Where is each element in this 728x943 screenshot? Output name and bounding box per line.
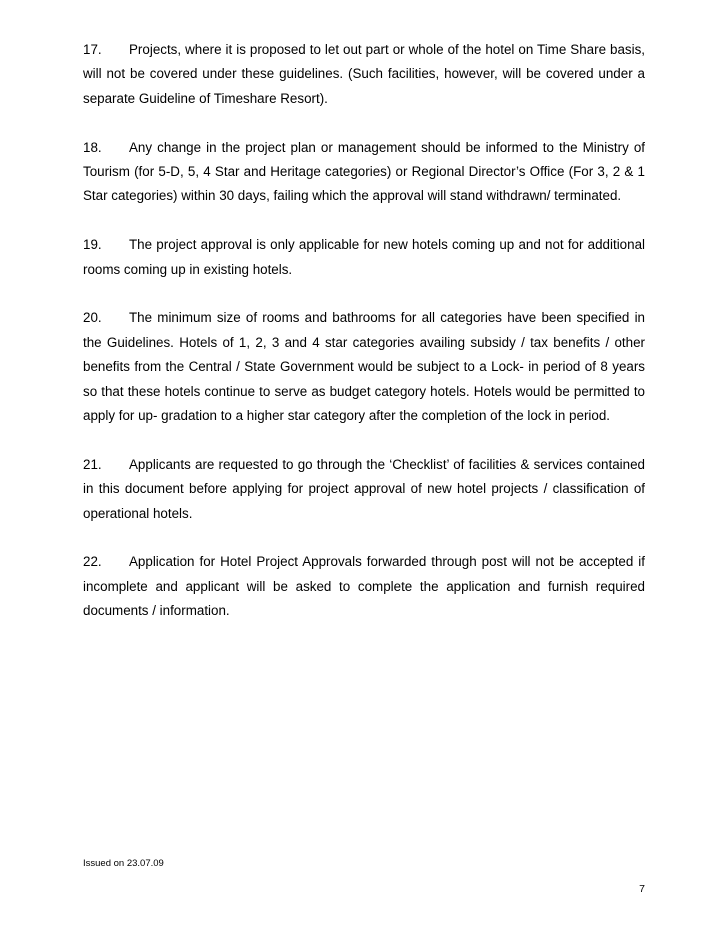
paragraph-number: 17.	[83, 42, 102, 57]
paragraph-number: 21.	[83, 456, 102, 472]
paragraph-20	[83, 306, 645, 428]
paragraph-text: The minimum size of rooms and bathrooms for all categories have been specified in the Guidelines. Hotels of 1, 2, 3 and 4 star categories availing subsidy / tax benefits / other benefits from the Central / State Government would be subject to a Lock- in period of 8 years so that these hotels continue to serve as budget category hotels. Hotels would be permitted to apply for up- gradation to a higher star category after the completion of the lock in period.	[83, 310, 645, 424]
paragraph-21	[83, 453, 645, 526]
paragraph-number: 18.	[83, 139, 102, 155]
paragraph-text: Application for Hotel Project Approvals forwarded through post will not be accepted if incomplete and applicant will be asked to complete the application and furnish required documents / information.	[83, 554, 645, 619]
page-number: 7	[639, 883, 645, 895]
paragraph-number: 20.	[83, 310, 102, 326]
paragraph-number: 22.	[83, 554, 102, 570]
paragraph-text: Projects, where it is proposed to let out part or whole of the hotel on Time Share basis, will not be covered under these guidelines. (Such facilities, however, will be covered under a separate Guideline of Timeshare Resort).	[83, 42, 645, 106]
document-body	[83, 38, 645, 648]
footer-issued-date: Issued on 23.07.09	[83, 858, 164, 869]
paragraph-17	[83, 38, 645, 111]
paragraph-text: Any change in the project plan or management should be informed to the Ministry of Tourism (for 5-D, 5, 4 Star and Heritage categories) or Regional Director’s Office (For 3, 2 & 1 Star categories) within 30 days, failing which the approval will stand withdrawn/ terminated.	[83, 139, 645, 204]
paragraph-19	[83, 233, 645, 282]
paragraph-22	[83, 550, 645, 623]
paragraph-text: Applicants are requested to go through the ‘Checklist’ of facilities & services contained in this document before applying for project approval of new hotel projects / classification of operational hotels.	[83, 456, 645, 521]
paragraph-text: The project approval is only applicable for new hotels coming up and not for additional rooms coming up in existing hotels.	[83, 237, 645, 277]
paragraph-18	[83, 136, 645, 209]
paragraph-number: 19.	[83, 237, 102, 253]
